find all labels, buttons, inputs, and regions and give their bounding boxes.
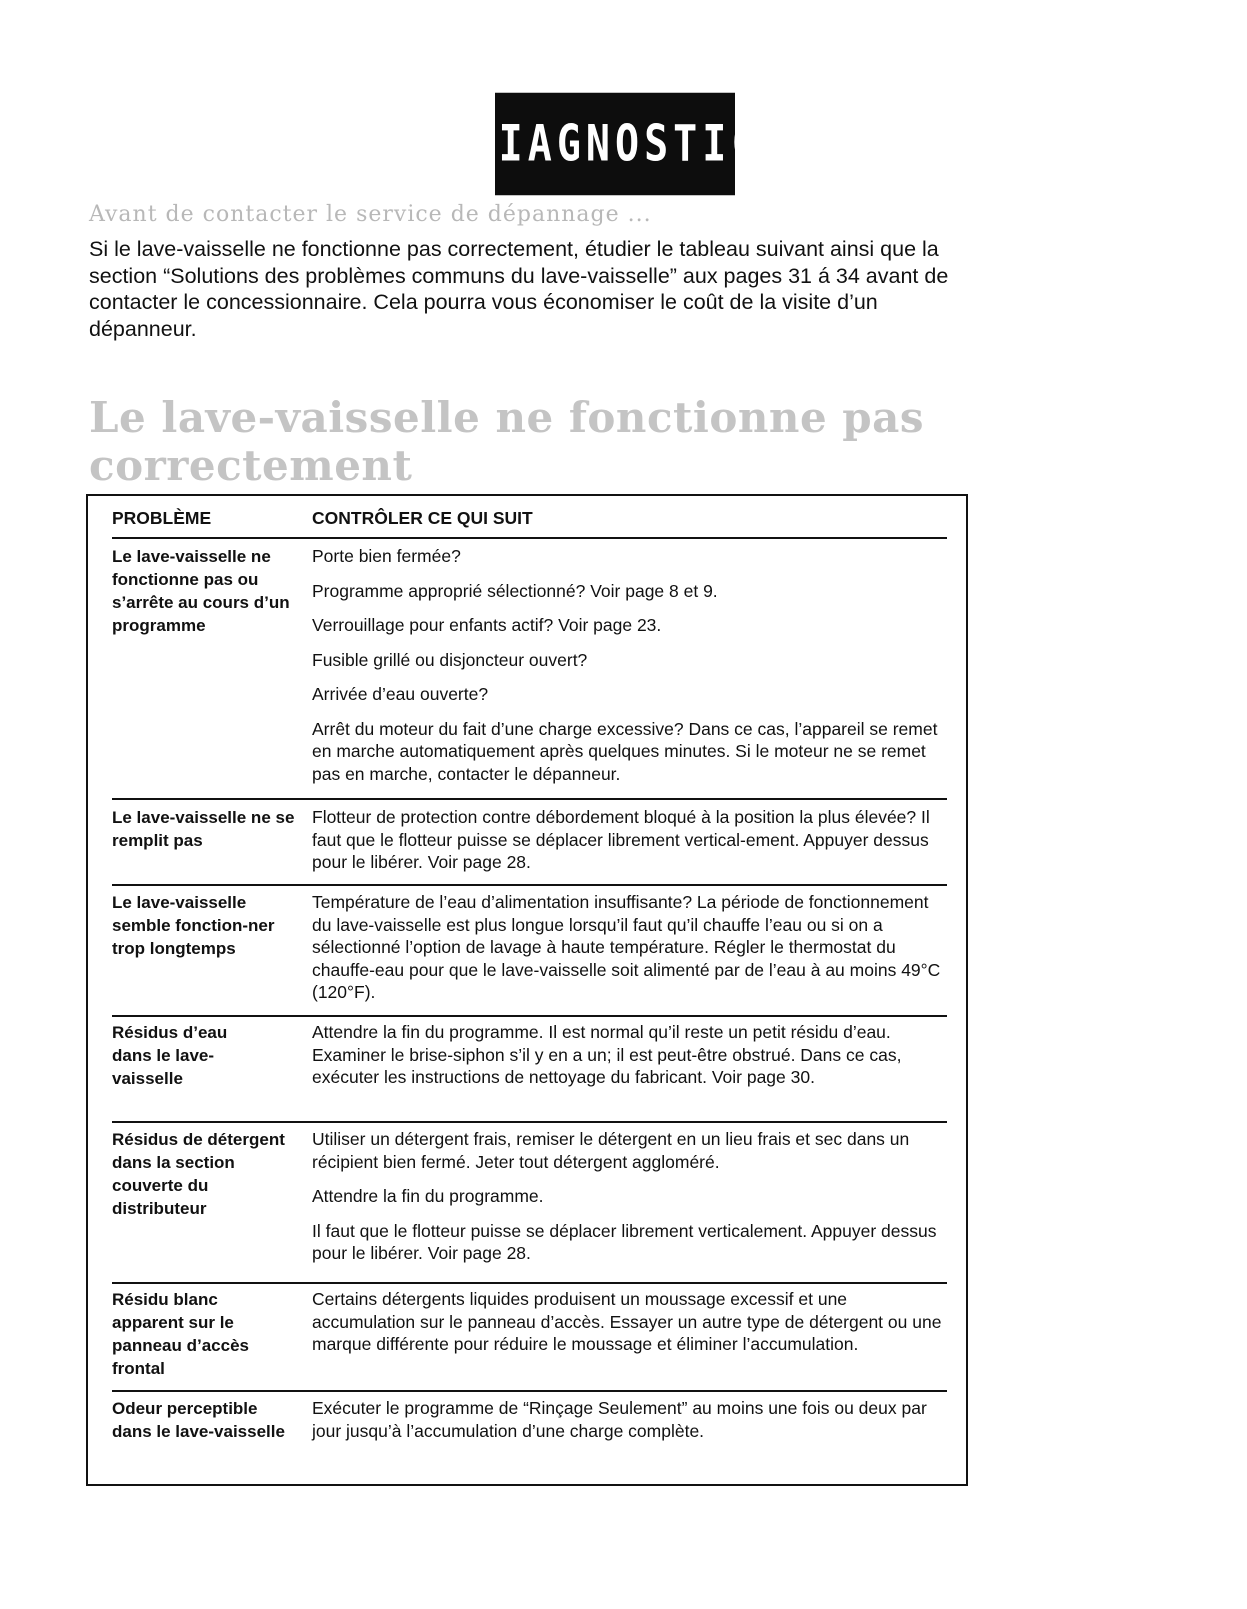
row-divider xyxy=(112,1121,947,1123)
check-list xyxy=(312,1128,952,1277)
check-item: Température de l’eau d’alimentation insuffisante? La période de fonctionnement du lave-vaisselle est plus longue lorsqu’il faut qu’il chauffe l’eau ou si on a sélectionné l’option de lavage à haute température. Régler le thermostat du chauffe-eau pour que le lave-vaisselle soit alimenté par de l’eau à au moins 49°C (120°F). xyxy=(312,892,941,1002)
check-item: Porte bien fermée? xyxy=(312,546,461,566)
problem-label: Résidu blanc apparent sur le panneau d’accès frontal xyxy=(112,1290,250,1378)
check-item: Arrivée d’eau ouverte? xyxy=(312,684,489,704)
check-item: Programme approprié sélectionné? Voir page 8 et 9. xyxy=(312,580,718,601)
check-item: Flotteur de protection contre débordement bloqué à la position la plus élevée? Il faut que le flotteur puisse se déplacer librement vertical-ement. Appuyer dessus pour le libérer. Voir page 28. xyxy=(312,807,930,872)
section-title: Le lave-vaisselle ne fonctionne pas correctement xyxy=(89,393,925,490)
check-list xyxy=(312,891,952,1016)
check-item: Utiliser un détergent frais, remiser le détergent en un lieu frais et sec dans un récipient bien fermé. Jeter tout détergent aggloméré. xyxy=(312,1129,910,1172)
check-list xyxy=(312,1288,952,1368)
problem-label: Le lave-vaisselle semble fonction-ner trop longtemps xyxy=(112,893,275,958)
problem-label: Résidus de détergent dans la section couverte du distributeur xyxy=(112,1130,285,1218)
check-item: Verrouillage pour enfants actif? Voir page 23. xyxy=(312,615,662,635)
check-item: Attendre la fin du programme. Il est normal qu’il reste un petit résidu d’eau. Examiner le brise-siphon s’il y en a un; il est peut-être obstrué. Dans ce cas, exécuter les instructions de nettoyage du fabricant. Voir page 30. xyxy=(312,1022,902,1087)
check-item: Certains détergents liquides produisent un moussage excessif et une accumulation sur le panneau d’accès. Essayer un autre type de détergent ou une marque différente pour réduire le moussage et éliminer l’accumulation. xyxy=(312,1289,942,1354)
row-divider xyxy=(112,1015,947,1017)
diagnostic-banner: DIAGNOSTIC xyxy=(495,93,735,196)
check-item: Il faut que le flotteur puisse se déplacer librement verticalement. Appuyer dessus pour le libérer. Voir page 28. xyxy=(312,1220,937,1263)
intro-paragraph: Si le lave-vaisselle ne fonctionne pas correctement, étudier le tableau suivant ainsi que la section “Solutions des problèmes communs du lave-vaisselle” aux pages 31 á 34 avant de contacter le concessionnaire. Cela pourra vous économiser le coût de la visite d’un dépanneur. xyxy=(89,237,949,341)
subtitle: Avant de contacter le service de dépannage ... xyxy=(89,202,652,227)
row-divider xyxy=(112,1390,947,1392)
check-item: Arrêt du moteur du fait d’une charge excessive? Dans ce cas, l’appareil se remet en marche automatiquement après quelques minutes. Si le moteur ne se remet pas en marche, contacter le dépanneur. xyxy=(312,718,938,784)
row-divider xyxy=(112,1282,947,1284)
header-divider xyxy=(112,537,947,539)
problem-label: Résidus d’eau dans le lave-vaisselle xyxy=(112,1023,228,1088)
problem-label: Le lave-vaisselle ne se remplit pas xyxy=(112,808,295,850)
header-problem: PROBLÈME xyxy=(112,508,212,528)
check-list xyxy=(312,1397,952,1454)
row-divider xyxy=(112,798,947,800)
problem-label: Le lave-vaisselle ne fonctionne pas ou s’arrête au cours d’un programme xyxy=(112,547,290,635)
check-list xyxy=(312,545,952,797)
row-divider xyxy=(112,884,947,886)
check-item: Exécuter le programme de “Rinçage Seulement” au moins une fois ou deux par jour jusqu’à l’accumulation d’une charge complète. xyxy=(312,1398,927,1441)
check-list xyxy=(312,1021,952,1101)
check-list xyxy=(312,806,952,886)
problem-label: Odeur perceptible dans le lave-vaisselle xyxy=(112,1399,285,1441)
check-item: Attendre la fin du programme. xyxy=(312,1186,544,1206)
check-item: Fusible grillé ou disjoncteur ouvert? xyxy=(312,649,588,670)
header-checks: CONTRÔLER CE QUI SUIT xyxy=(312,508,533,528)
